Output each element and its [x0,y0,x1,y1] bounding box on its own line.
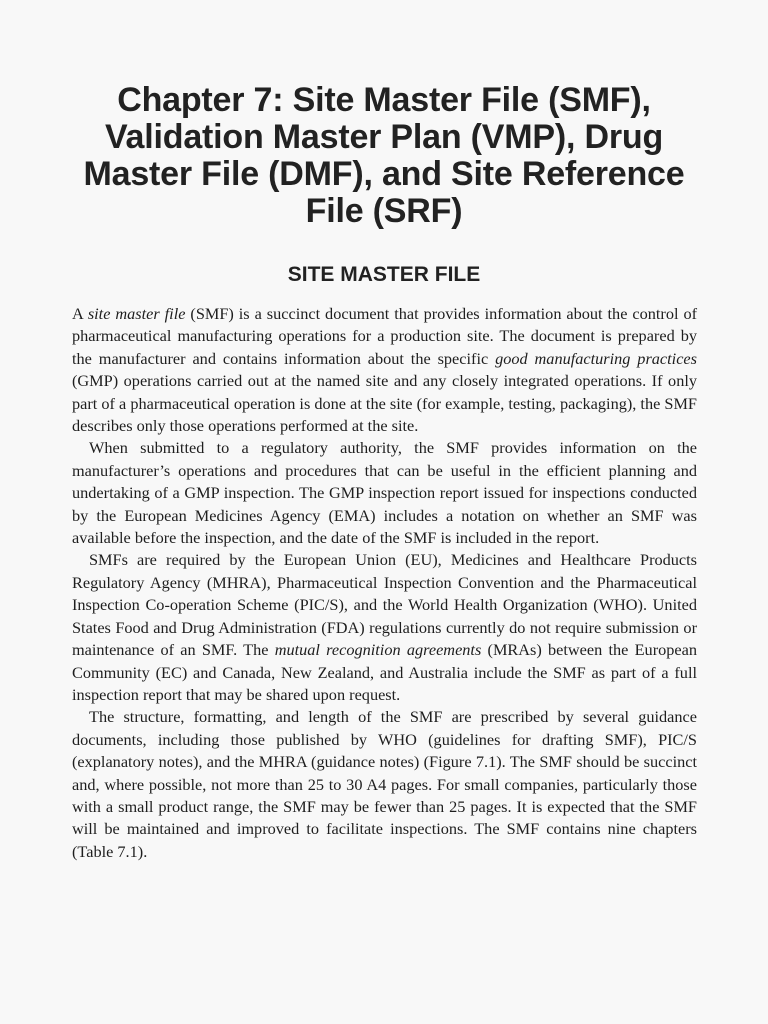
paragraph [72,437,697,549]
text-run: When submitted to a regulatory authority, the SMF provides information on the manufacturer’s operations and procedures that can be useful in the efficient planning and undertaking of a GMP inspection. The GMP inspection report issued for inspections conducted by the European Medicines Agency (EMA) includes a notation on whether an SMF was available before the inspection, and the date of the SMF is included in the report. [72,438,697,548]
text-run: (SMF) is a succinct document that provides information about the control of pharmaceutical manufacturing operations for a production site. The document is prepared by the manufacturer and contains information about the specific [72,304,698,368]
italic-term: good manufacturing practices [495,348,697,368]
text-run: A [72,304,88,323]
paragraph [72,303,697,437]
paragraph [72,549,697,706]
italic-term: site master file [87,304,186,323]
text-run: (GMP) operations carried out at the named site and any closely integrated operations. If only part of a pharmaceutical operation is done at the site (for example, testing, packaging), the SMF describes only those operations performed at the site. [72,371,697,436]
body-text [72,303,697,863]
text-run: The structure, formatting, and length of the SMF are prescribed by several guidance documents, including those published by WHO (guidelines for drafting SMF), PIC/S (explanatory notes), and the MHRA (guidance notes) (Figure 7.1). The SMF should be succinct and, where possible, not more than 25 to 30 A4 pages. For small companies, particularly those with a small product range, the SMF may be fewer than 25 pages. It is expected that the SMF will be maintained and improved to facilitate inspections. The SMF contains nine chapters (Table 7.1). [72,707,697,861]
text-run: SMFs are required by the European Union (EU), Medicines and Healthcare Products Regulatory Agency (MHRA), Pharmaceutical Inspection Convention and the Pharmaceutical Inspection Co-operation Scheme (PIC/S), and the World Health Organization (WHO). United States Food and Drug Administration (FDA) regulations currently do not require submission or maintenance of an SMF. The [72,550,697,660]
section-heading: SITE MASTER FILE [287,263,481,286]
chapter-title: Chapter 7: Site Master File (SMF), Validation Master Plan (VMP), Drug Master File (DMF), and Site Reference File (SRF) [83,81,685,230]
italic-term: mutual recognition agreements [274,640,482,660]
paragraph [72,706,697,863]
text-run: (MRAs) between the European Community (EC) and Canada, New Zealand, and Australia include the SMF as part of a full inspection report that may be shared upon request. [72,640,697,704]
